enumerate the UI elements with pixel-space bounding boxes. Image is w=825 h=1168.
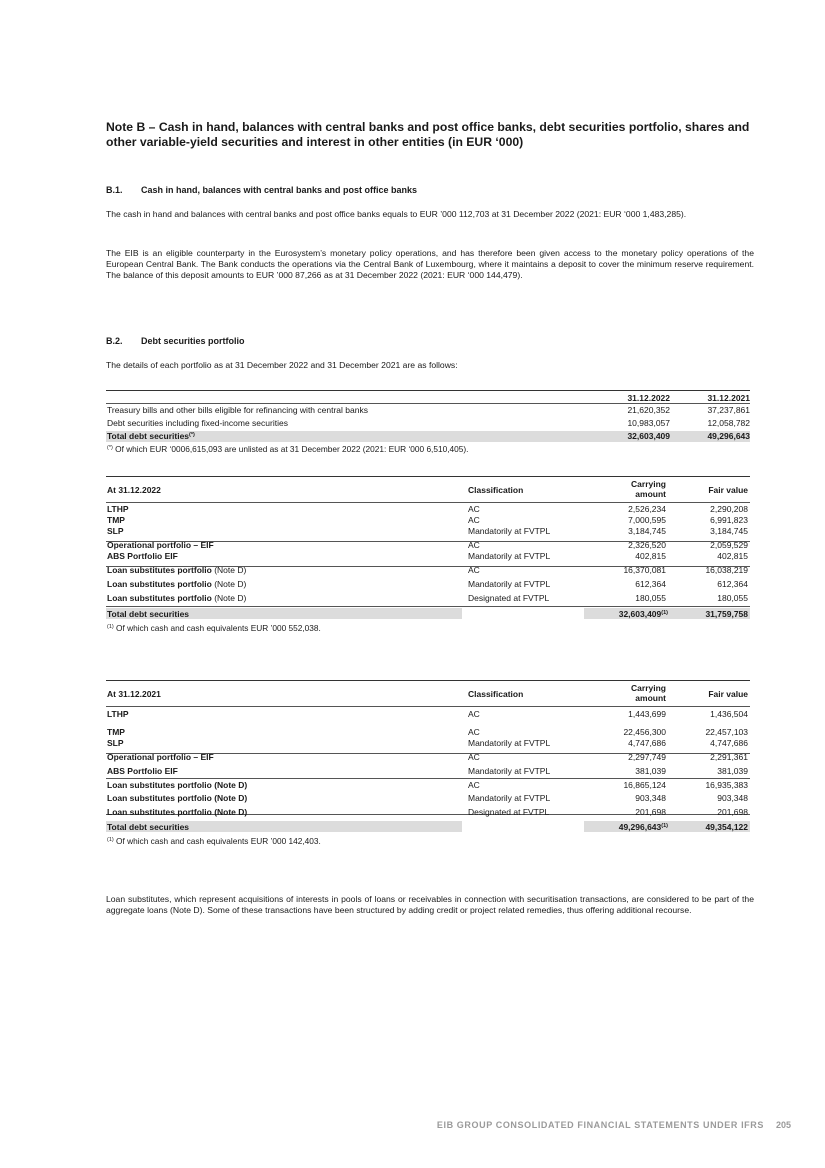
row-portfolio-name: [107, 780, 247, 790]
row-classification: Mandatorily at FVTPL: [468, 793, 551, 803]
portfolio-name: Loan substitutes portfolio: [107, 579, 212, 589]
portfolio-name: Loan substitutes portfolio (Note D): [107, 807, 248, 817]
header-rule: [106, 502, 750, 503]
portfolio-name: LTHP: [107, 504, 129, 514]
row-carrying-amount: 3,184,745: [628, 526, 666, 536]
row-carrying-amount: 612,364: [635, 579, 666, 589]
row-fair-value: 381,039: [717, 766, 748, 776]
portfolio-name: Operational portfolio – EIF: [107, 752, 214, 762]
section-b2-heading: [106, 336, 245, 346]
row-portfolio-name: [107, 709, 129, 719]
total-label: Total debt securities: [107, 822, 190, 832]
row-classification: AC: [468, 780, 480, 790]
col-header-fair-value: Fair value: [708, 689, 748, 699]
row-classification: Mandatorily at FVTPL: [468, 766, 551, 776]
row-portfolio-name: [107, 540, 214, 550]
row-carrying-amount: 1,443,699: [628, 709, 666, 719]
footnote-text: Of which EUR ‘0006,615,093 are unlisted as at 31 December 2022 (2021: EUR ‘000 6,510,405).: [115, 444, 469, 454]
col-header-carrying: Carrying: [631, 479, 666, 489]
col-header-classification: Classification: [468, 689, 524, 699]
row-classification: AC: [468, 504, 480, 514]
header-rule: [106, 706, 750, 707]
footnote-text: Of which cash and cash equivalents EUR ’000 552,038.: [116, 623, 321, 633]
footnote-mark: (1): [107, 624, 114, 630]
total-label: [107, 431, 195, 441]
b1-paragraph-1: The cash in hand and balances with central banks and post office banks equals to EUR ’000 112,703 at 31 December 2022 (2021: EUR ‘000 1,483,285).: [106, 209, 687, 219]
row-fair-value: 612,364: [717, 579, 748, 589]
col-header-2022: 31.12.2022: [627, 393, 670, 403]
row-fair-value: 2,291,361: [710, 752, 748, 762]
b2-intro: The details of each portfolio as at 31 December 2022 and 31 December 2021 are as follows:: [106, 360, 458, 370]
note-reference: (Note D): [211, 579, 247, 589]
row-classification: AC: [468, 515, 480, 525]
row-label: Treasury bills and other bills eligible for refinancing with central banks: [107, 405, 368, 415]
total-2022: 32,603,409: [627, 431, 670, 441]
row-portfolio-name: [107, 565, 246, 575]
table-footnote: [107, 623, 321, 633]
row-portfolio-name: [107, 579, 246, 589]
row-carrying-amount: 2,297,749: [628, 752, 666, 762]
row-carrying-amount: 4,747,686: [628, 738, 666, 748]
summary-table: [106, 390, 750, 456]
row-classification: Designated at FVTPL: [468, 807, 550, 817]
row-carrying-amount: 201,698: [635, 807, 666, 817]
row-label: Debt securities including fixed-income securities: [107, 418, 288, 428]
row-carrying-amount: 7,000,595: [628, 515, 666, 525]
row-portfolio-name: [107, 727, 125, 737]
footnote-mark: (*): [189, 432, 195, 438]
row-fair-value: 402,815: [717, 551, 748, 561]
total-carrying: [576, 609, 668, 619]
group-rule: [106, 606, 750, 607]
row-fair-value: 180,055: [717, 593, 748, 603]
summary-footnote: [107, 444, 468, 454]
row-fair-value: 4,747,686: [710, 738, 748, 748]
row-portfolio-name: [107, 793, 247, 803]
portfolio-name: TMP: [107, 727, 125, 737]
portfolio-name: SLP: [107, 526, 124, 536]
row-carrying-amount: 16,370,081: [623, 565, 666, 575]
row-classification: Mandatorily at FVTPL: [468, 738, 551, 748]
row-classification: Mandatorily at FVTPL: [468, 526, 551, 536]
section-title: Debt securities portfolio: [141, 336, 245, 346]
portfolio-name: ABS Portfolio EIF: [107, 766, 178, 776]
section-number: B.2.: [106, 336, 123, 346]
row-carrying-amount: 402,815: [635, 551, 666, 561]
footnote-text: Of which cash and cash equivalents EUR ’000 142,403.: [116, 836, 321, 846]
total-carrying: [576, 822, 668, 832]
col-header-amount: amount: [635, 693, 666, 703]
footnote-mark: (*): [107, 445, 113, 451]
note-title: Note B – Cash in hand, balances with central banks and post office banks, debt securities portfolio, shares and other variable-yield securities and interest in other entities (in EUR ‘000): [106, 120, 750, 149]
col-header-2021: 31.12.2021: [707, 393, 750, 403]
row-portfolio-name: [107, 807, 247, 817]
row-fair-value: 2,290,208: [710, 504, 748, 514]
row-carrying-amount: 2,326,520: [628, 540, 666, 550]
row-classification: Mandatorily at FVTPL: [468, 551, 551, 561]
footer-text: EIB GROUP CONSOLIDATED FINANCIAL STATEMENTS UNDER IFRS: [436, 1120, 764, 1130]
portfolio-name: Loan substitutes portfolio (Note D): [107, 780, 248, 790]
footnote-mark: (1): [661, 823, 668, 829]
row-portfolio-name: [107, 515, 125, 525]
value-2022: 10,983,057: [627, 418, 670, 428]
table-top-rule: [106, 680, 750, 681]
row-carrying-amount: 22,456,300: [623, 727, 666, 737]
row-fair-value: 16,038,219: [705, 565, 748, 575]
portfolio-name: LTHP: [107, 709, 129, 719]
row-carrying-amount: 2,526,234: [628, 504, 666, 514]
total-fair-value: 49,354,122: [705, 822, 748, 832]
row-fair-value: 16,935,383: [705, 780, 748, 790]
row-carrying-amount: 381,039: [635, 766, 666, 776]
table-top-rule: [106, 476, 750, 477]
portfolio-name: Loan substitutes portfolio: [107, 593, 212, 603]
portfolio-name: Loan substitutes portfolio: [107, 565, 212, 575]
footnote-mark: (1): [107, 837, 114, 843]
total-2021: 49,296,643: [707, 431, 750, 441]
note-reference: (Note D): [211, 565, 247, 575]
row-fair-value: 201,698: [717, 807, 748, 817]
row-carrying-amount: 903,348: [635, 793, 666, 803]
page-footer: [437, 1120, 791, 1130]
total-carrying-value: 49,296,643: [618, 822, 662, 832]
row-portfolio-name: [107, 738, 124, 748]
table-top-rule: [106, 390, 750, 391]
portfolio-name: TMP: [107, 515, 125, 525]
row-classification: AC: [468, 540, 480, 550]
table-heading: At 31.12.2022: [107, 485, 161, 495]
closing-paragraph: Loan substitutes, which represent acquisitions of interests in pools of loans or receivables in connection with securitisation transactions, are considered to be part of the aggregate loans (Note D). Some of these transactions have been structured by adding credit or project related remedies, thus offering additional recourse.: [106, 894, 754, 915]
row-classification: AC: [468, 752, 480, 762]
row-portfolio-name: [107, 752, 214, 762]
table-heading: At 31.12.2021: [107, 689, 161, 699]
col-header-amount: amount: [635, 489, 666, 499]
value-2021: 12,058,782: [707, 418, 750, 428]
table-footnote: [107, 836, 321, 846]
total-label-text: Total debt securities: [107, 431, 190, 441]
row-portfolio-name: [107, 504, 129, 514]
header-rule: [106, 403, 750, 404]
total-fair-value: 31,759,758: [705, 609, 748, 619]
portfolio-name: Operational portfolio – EIF: [107, 540, 214, 550]
row-classification: Designated at FVTPL: [468, 593, 550, 603]
total-carrying-value: 32,603,409: [618, 609, 662, 619]
col-header-fair-value: Fair value: [708, 485, 748, 495]
total-label: Total debt securities: [107, 609, 190, 619]
row-classification: AC: [468, 727, 480, 737]
row-fair-value: 3,184,745: [710, 526, 748, 536]
section-b1-heading: [106, 185, 417, 195]
row-portfolio-name: [107, 551, 178, 561]
row-portfolio-name: [107, 593, 246, 603]
row-fair-value: 903,348: [717, 793, 748, 803]
portfolio-name: Loan substitutes portfolio (Note D): [107, 793, 248, 803]
row-fair-value: 1,436,504: [710, 709, 748, 719]
footnote-mark: (1): [661, 610, 668, 616]
row-portfolio-name: [107, 526, 124, 536]
row-carrying-amount: 180,055: [635, 593, 666, 603]
page-number: 205: [775, 1120, 791, 1130]
portfolio-table-2022: [106, 476, 750, 636]
b1-paragraph-2: The EIB is an eligible counterparty in the Eurosystem’s monetary policy operations, and has therefore been given access to the monetary policy operations of the European Central Bank. The Bank conducts the operations via the Central Bank of Luxembourg, where it maintains a deposit to cover the minimum reserve requirement. The balance of this deposit amounts to EUR ’000 87,266 as at 31 December 2022 (2021: EUR ‘000 144,479).: [106, 248, 754, 280]
row-fair-value: 6,991,823: [710, 515, 748, 525]
col-header-carrying: Carrying: [631, 683, 666, 693]
note-reference: (Note D): [211, 593, 247, 603]
value-2022: 21,620,352: [627, 405, 670, 415]
row-classification: Mandatorily at FVTPL: [468, 579, 551, 589]
row-classification: AC: [468, 565, 480, 575]
section-number: B.1.: [106, 185, 123, 195]
row-fair-value: 2,059,529: [710, 540, 748, 550]
col-header-classification: Classification: [468, 485, 524, 495]
portfolio-name: SLP: [107, 738, 124, 748]
row-fair-value: 22,457,103: [705, 727, 748, 737]
group-rule: [106, 778, 750, 779]
portfolio-table-2021: [106, 680, 750, 850]
row-carrying-amount: 16,865,124: [623, 780, 666, 790]
row-portfolio-name: [107, 766, 178, 776]
value-2021: 37,237,861: [707, 405, 750, 415]
row-classification: AC: [468, 709, 480, 719]
section-title: Cash in hand, balances with central banks and post office banks: [141, 185, 418, 195]
portfolio-name: ABS Portfolio EIF: [107, 551, 178, 561]
